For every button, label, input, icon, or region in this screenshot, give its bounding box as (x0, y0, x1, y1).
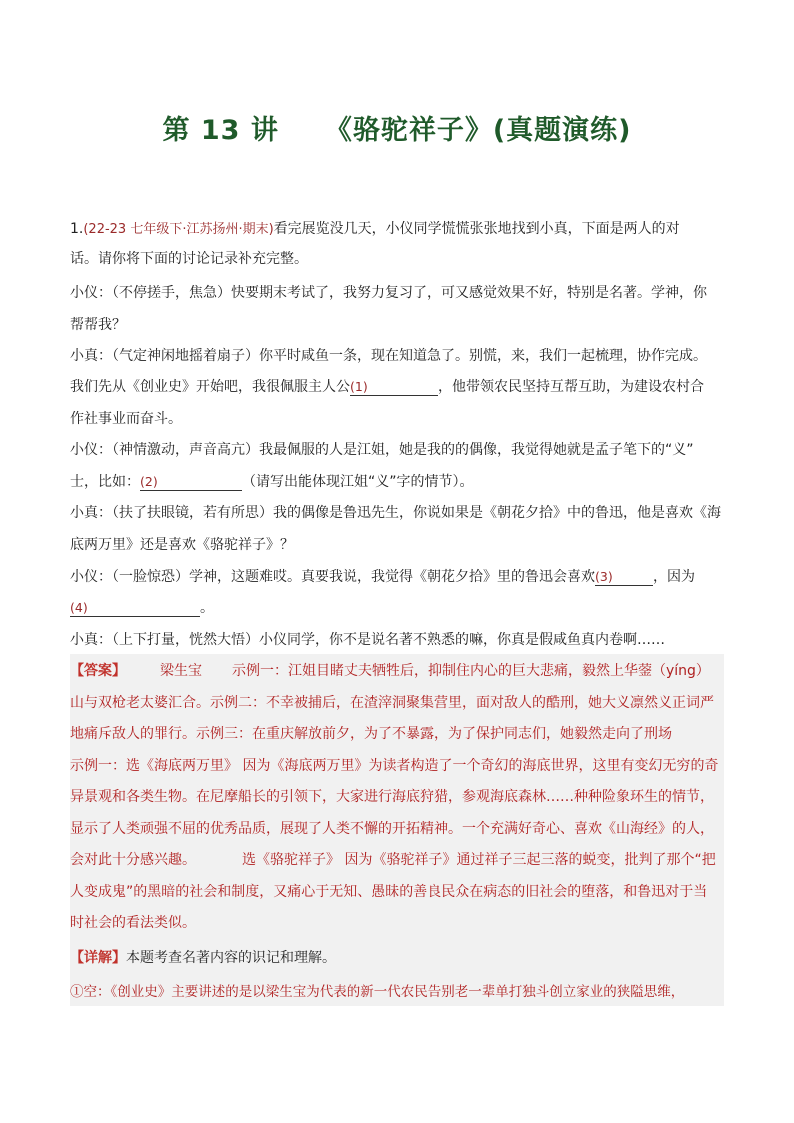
dialogue-line: 小真：（上下打量，恍然大悟）小仪同学，你不是说名著不熟悉的嘛，你真是假咸鱼真内卷啊…… (70, 632, 665, 648)
dialogue-line: 小真：（气定神闲地摇着扇子）你平时咸鱼一条，现在知道急了。别慌，来，我们一起梳理，协作完成。 (70, 348, 707, 364)
answer-2: 示例一：江姐目睹丈夫牺牲后，抑制住内心的巨大悲痛，毅然上华蓥（yíng） (232, 663, 710, 679)
detail-tag: 【详解】 (70, 950, 126, 966)
book-title: 《骆驼祥子》(真题演练) (324, 115, 632, 146)
answer-blank-3[interactable]: (3) (595, 569, 653, 586)
answer-blank-4[interactable]: (4) (70, 600, 200, 617)
answer-line (70, 661, 710, 681)
page-title (0, 108, 794, 147)
answer-1: 梁生宝 (160, 663, 202, 679)
answer-line: 人变成鬼”的黑暗的社会和制度，又痛心于无知、愚昧的善良民众在病态的旧社会的堕落，和鲁迅对于当 (70, 884, 708, 900)
detail-text: 本题考查名著内容的识记和理解。 (126, 950, 336, 966)
answer-tag: 【答案】 (70, 663, 126, 679)
question-line: 1.(22-23 七年级下·江苏扬州·期末)看完展览没几天，小仪同学慌慌张张地找到小真，下面是两人的对 (70, 221, 680, 237)
question-source: (22-23 七年级下·江苏扬州·期末) (83, 222, 274, 237)
detail-line (70, 948, 336, 968)
dialogue-line: 作社事业而奋斗。 (70, 411, 182, 427)
question-line: 话。请你将下面的讨论记录补充完整。 (70, 251, 308, 267)
dialogue-line: 士，比如：(2) （请写出能体现江姐“义”字的情节）。 (70, 474, 474, 490)
dialogue-line: 帮帮我？ (70, 317, 126, 333)
answer-blank-2[interactable]: (2) (140, 474, 242, 491)
dialogue-line: 小真：（扶了扶眼镜，若有所思）我的偶像是鲁迅先生，你说如果是《朝花夕拾》中的鲁迅，他是喜欢《海 (70, 505, 721, 521)
answer-line: 地痛斥敌人的罪行。示例三：在重庆解放前夕，为了不暴露，为了保护同志们，她毅然走向了刑场 (70, 726, 672, 742)
dialogue-line: 底两万里》还是喜欢《骆驼祥子》？ (70, 537, 294, 553)
answer-line: 时社会的看法类似。 (70, 915, 196, 931)
answer-line: 山与双枪老太婆汇合。示例二：不幸被捕后，在渣滓洞聚集营里，面对敌人的酷刑，她大义凛然义正词严 (70, 695, 714, 711)
lecture-number: 第 13 讲 (162, 115, 279, 146)
dialogue-line: 小仪：（神情激动，声音高亢）我最佩服的人是江姐，她是我的的偶像，我觉得她就是孟子笔下的“义” (70, 442, 694, 458)
dialogue-line: 小仪：（一脸惊恐）学神，这题难哎。真要我说，我觉得《朝花夕拾》里的鲁迅会喜欢(3) ，因为 (70, 569, 695, 585)
answer-line: 会对此十分感兴趣。 选《骆驼祥子》 因为《骆驼祥子》通过祥子三起三落的蜕变，批判了那个“把 (70, 852, 716, 868)
detail-note: ①空：《创业史》主要讲述的是以梁生宝为代表的新一代农民告别老一辈单打独斗创立家业的狭隘思维， (70, 984, 685, 1000)
dialogue-line: (4) 。 (70, 600, 214, 616)
dialogue-line: 我们先从《创业史》开始吧，我很佩服主人公(1) ，他带领农民坚持互帮互助，为建设农村合 (70, 379, 704, 395)
dialogue-line: 小仪：（不停搓手，焦急）快要期末考试了，我努力复习了，可又感觉效果不好，特别是名著。学神，你 (70, 285, 707, 301)
answer-line: 示例一：选《海底两万里》 因为《海底两万里》为读者构造了一个奇幻的海底世界，这里有变幻无穷的奇 (70, 758, 719, 774)
answer-line: 显示了人类顽强不屈的优秀品质，展现了人类不懈的开拓精神。一个充满好奇心、喜欢《山海经》的人， (70, 821, 714, 837)
answer-line: 异景观和各类生物。在尼摩船长的引领下，大家进行海底狩猎，参观海底森林……种种险象环生的情节， (70, 789, 714, 805)
question-number: 1. (70, 221, 84, 237)
answer-blank-1[interactable]: (1) (350, 379, 438, 396)
